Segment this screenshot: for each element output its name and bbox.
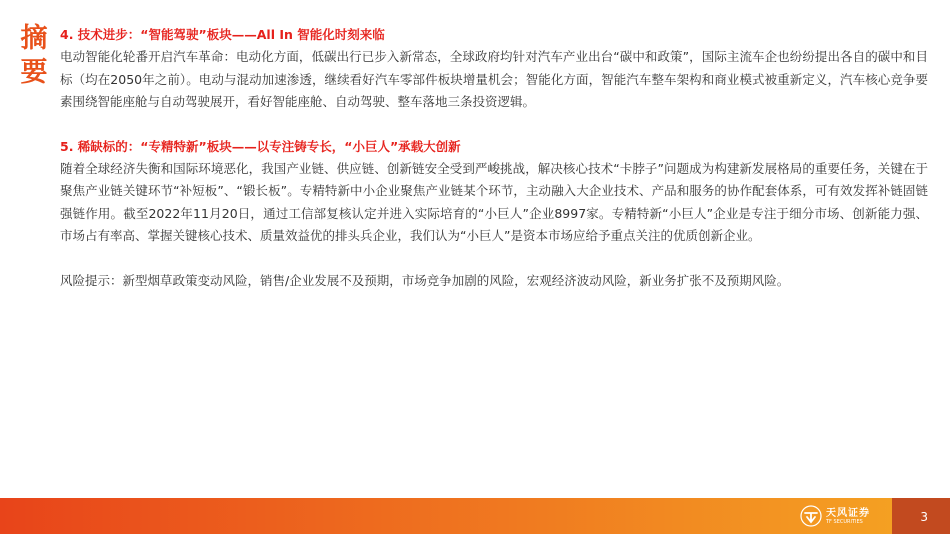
section-5-heading: 5. 稀缺标的：“专精特新”板块——以专注铸专长，“小巨人”承载大创新 <box>60 138 461 154</box>
company-logo <box>800 505 870 527</box>
tf-logo-icon <box>800 505 822 527</box>
summary-content <box>60 24 928 292</box>
logo-name-en: TF SECURITIES <box>826 518 863 525</box>
risk-warning: 风险提示：新型烟草政策变动风险，销售/企业发展不及预期，市场竞争加剧的风险，宏观经济波动风险，新业务扩张不及预期风险。 <box>60 272 790 288</box>
logo-name-cn: 天风证券 <box>826 507 870 519</box>
page-title <box>14 22 54 90</box>
section-gap <box>60 248 928 270</box>
title-char-2: 要 <box>20 57 48 88</box>
logo-text <box>826 508 870 525</box>
section-4-body: 电动智能化轮番开启汽车革命：电动化方面，低碳出行已步入新常态，全球政府均针对汽车产业出台“碳中和政策”，国际主流车企也纷纷提出各自的碳中和目标（均在2050年之前）。电动与混动加速渗透，继续看好汽车零部件板块增量机会；智能化方面，智能汽车整车架构和商业模式被重新定义，汽车核心竞争要素围绕智能座舱与自动驾驶展开，看好智能座舱、自动驾驶、整车落地三条投资逻辑。 <box>60 49 928 109</box>
section-5-body: 随着全球经济失衡和国际环境恶化，我国产业链、供应链、创新链安全受到严峻挑战，解决核心技术“卡脖子”问题成为构建新发展格局的重要任务，关键在于聚焦产业链关键环节“补短板”、“锻长板”。专精特新中小企业聚焦产业链某个环节，主动融入大企业技术、产品和服务的协作配套体系，可有效发挥补链固链强链作用。截至2022年11月20日，通过工信部复核认定并进入实际培育的“小巨人”企业8997家。专精特新“小巨人”企业是专注于细分市场、创新能力强、市场占有率高、掌握关键核心技术、质量效益优的排头兵企业，我们认为“小巨人”是资本市场应给予重点关注的优质创新企业。 <box>60 160 928 243</box>
section-4-heading: 4. 技术进步：“智能驾驶”板块——All In 智能化时刻来临 <box>60 27 385 42</box>
title-char-1: 摘 <box>20 23 48 54</box>
section-gap <box>60 114 928 136</box>
page-number: 3 <box>920 510 928 524</box>
